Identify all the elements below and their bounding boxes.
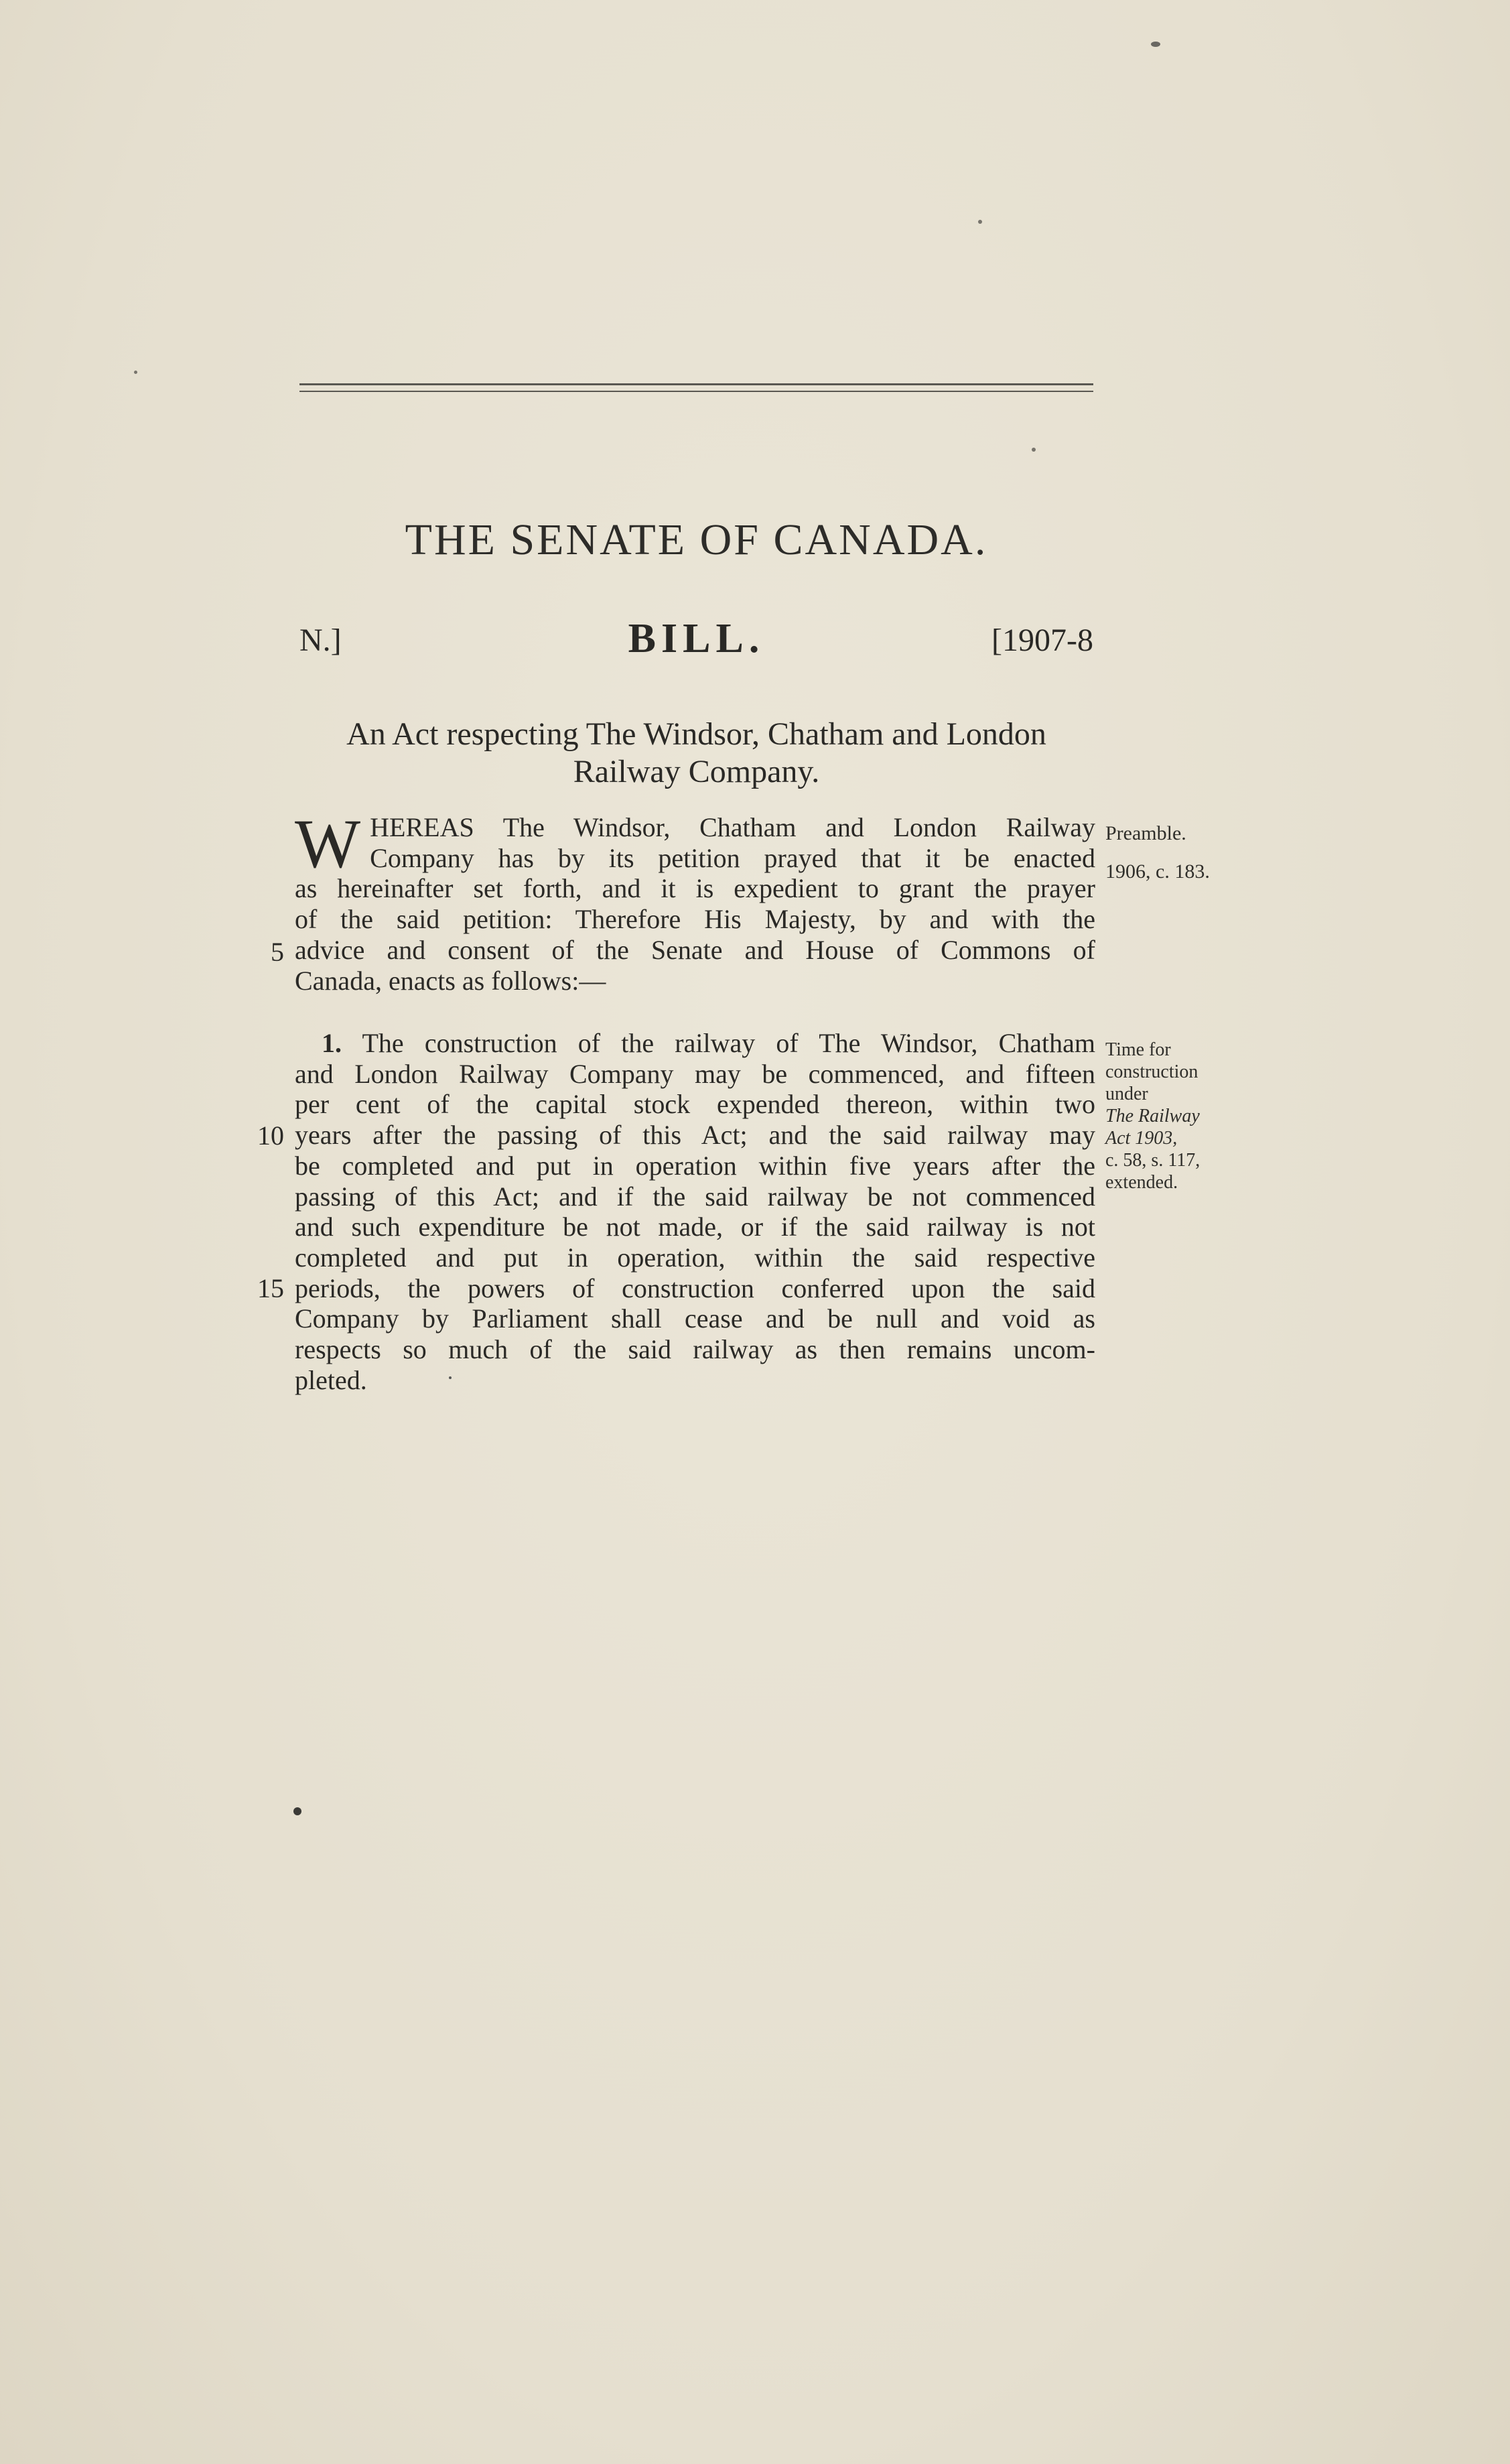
- section-line: periods, the powers of construction conferred upon the said: [295, 1273, 1095, 1303]
- preamble-line: Company has by its petition prayed that it be enacted: [370, 842, 1095, 873]
- margin-note-line: Time for: [1105, 1039, 1171, 1060]
- margin-note-citation: 1906, c. 183.: [1105, 860, 1210, 883]
- margin-note-line: The Railway: [1105, 1106, 1200, 1126]
- bill-session: [1907-8: [991, 623, 1093, 658]
- paper-speck: [449, 1376, 452, 1379]
- margin-note-line: Act 1903,: [1105, 1128, 1178, 1149]
- paper-speck: [978, 220, 982, 224]
- preamble-paragraph: [295, 805, 1095, 996]
- preamble-line: Canada, enacts as follows:—: [295, 965, 606, 996]
- section-line: completed and put in operation, within the said respective: [295, 1242, 1095, 1273]
- margin-note-line: under: [1105, 1084, 1148, 1104]
- margin-note-line: extended.: [1105, 1172, 1178, 1193]
- section-line: and London Railway Company may be commenced, and fifteen: [295, 1058, 1095, 1089]
- margin-note-preamble: Preamble.: [1105, 822, 1186, 844]
- section-line: and such expenditure be not made, or if the said railway is not: [295, 1212, 1095, 1242]
- section-line: pleted.: [295, 1364, 367, 1395]
- section-line-text: The construction of the railway of The Windsor, Chatham: [362, 1028, 1096, 1058]
- section-line: Company by Parliament shall cease and be null and void as: [295, 1303, 1095, 1334]
- section-number: 1.: [322, 1028, 342, 1058]
- paper-speck: [293, 1807, 301, 1815]
- section-line: [295, 1028, 1095, 1059]
- act-title: [299, 716, 1093, 791]
- preamble-line: advice and consent of the Senate and House of Commons of: [295, 934, 1095, 965]
- paper-speck: [1151, 42, 1160, 47]
- section-line: per cent of the capital stock expended thereon, within two: [295, 1089, 1095, 1120]
- margin-note-line: c. 58, s. 117,: [1105, 1150, 1200, 1171]
- preamble-line: HEREAS The Windsor, Chatham and London Railway: [370, 812, 1095, 842]
- top-rule-upper: [299, 383, 1093, 385]
- margin-note-line: construction: [1105, 1061, 1198, 1082]
- page-title: THE SENATE OF CANADA.: [405, 515, 988, 564]
- margin-note-section-1: [1105, 1039, 1200, 1193]
- preamble-line: as hereinafter set forth, and it is expedient to grant the prayer: [295, 873, 1095, 904]
- act-title-line-2: Railway Company.: [573, 754, 820, 789]
- line-number-5: 5: [271, 937, 284, 967]
- section-line: respects so much of the said railway as then remains uncom-: [295, 1334, 1095, 1365]
- paper-speck: [1032, 448, 1036, 452]
- section-line: be completed and put in operation within five years after the: [295, 1150, 1095, 1181]
- bill-identifier: N.]: [299, 623, 342, 658]
- top-rule-lower: [299, 391, 1093, 392]
- section-1-paragraph: [295, 1028, 1095, 1395]
- preamble-dropcap: W: [295, 805, 361, 883]
- paper-speck: [134, 371, 137, 374]
- line-number-15: 15: [257, 1273, 284, 1303]
- preamble-line: of the said petition: Therefore His Majesty, by and with the: [295, 904, 1095, 935]
- act-title-line-1: An Act respecting The Windsor, Chatham and London: [346, 716, 1046, 752]
- section-line: passing of this Act; and if the said railway be not commenced: [295, 1181, 1095, 1212]
- line-number-10: 10: [257, 1120, 284, 1151]
- bill-label: BILL.: [628, 616, 765, 661]
- section-line: years after the passing of this Act; and the said railway may: [295, 1120, 1095, 1151]
